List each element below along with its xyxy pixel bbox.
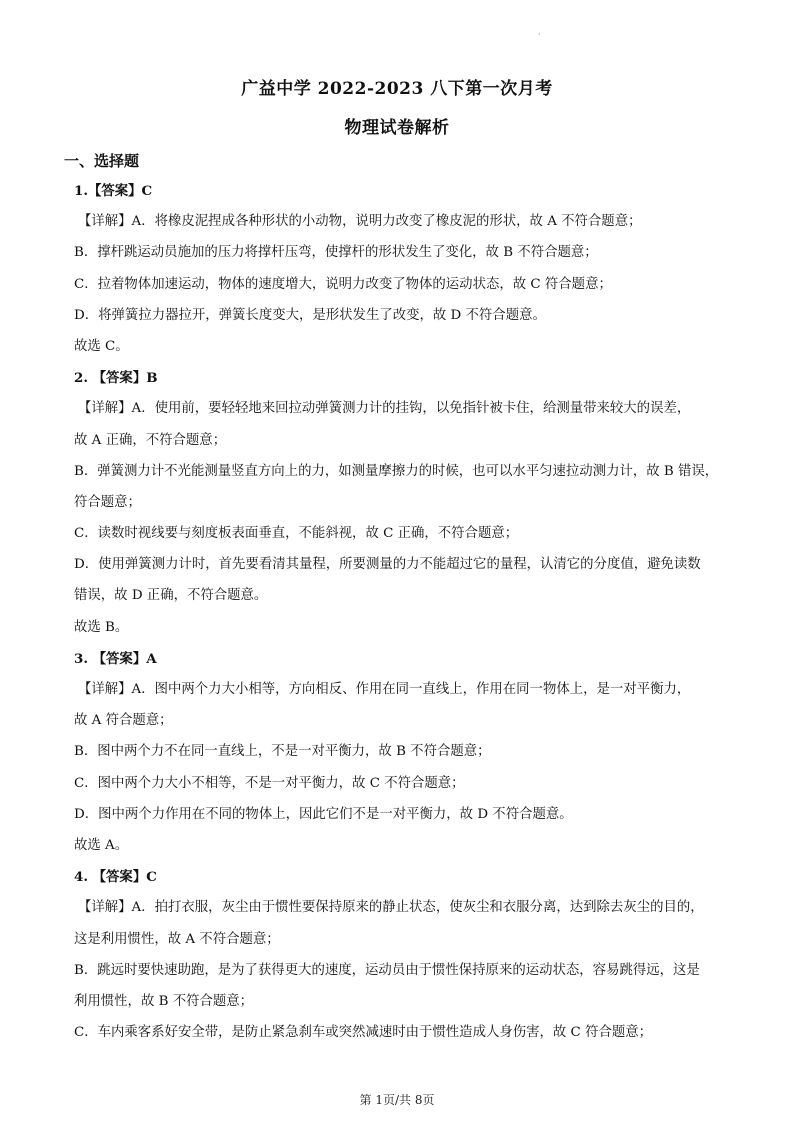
question-answer-heading: 4. 【答案】C [74,869,157,886]
explanation-line: 故选 C。 [74,338,129,354]
explanation-line: D．使用弹簧测力计时，首先要看清其量程，所要测量的力不能超过它的量程，认清它的分度值，避免读数 [74,557,701,573]
answer-body [74,180,728,1053]
explanation-line: B．图中两个力不在同一直线上，不是一对平衡力，故 B 不符合题意； [74,744,491,760]
page-footer: 第 1页/共 8页 [359,1093,435,1107]
explanation-line: 故 A 正确，不符合题意； [74,432,227,448]
explanation-line: C．图中两个力大小不相等，不是一对平衡力，故 C 不符合题意； [74,775,465,791]
question-answer-heading: 3. 【答案】A [74,650,157,667]
explanation-line: 符合题意； [74,494,141,510]
explanation-line: C．拉着物体加速运动，物体的速度增大，说明力改变了物体的运动状态，故 C 符合题意； [74,276,612,292]
question-answer-heading: 1.【答案】C [74,183,153,199]
question-answer-heading: 2. 【答案】B [74,370,158,387]
explanation-line: 【详解】A．将橡皮泥捏成各种形状的小动物，说明力改变了橡皮泥的形状，故 A 不符合题意； [78,214,642,230]
explanation-line: B．撑杆跳运动员施加的压力将撑杆压弯，使撑杆的形状发生了变化，故 B 不符合题意； [74,245,598,261]
explanation-line: 这是利用惯性，故 A 不符合题意； [74,931,280,947]
explanation-line: C．车内乘客系好安全带，是防止紧急刹车或突然减速时由于惯性造成人身伤害，故 C 符合题意； [74,1025,653,1041]
explanation-line: 利用惯性，故 B 不符合题意； [74,993,254,1009]
explanation-line: 错误，故 D 正确，不符合题意。 [74,588,268,604]
page-marker: · [538,30,541,39]
explanation-line: B．弹簧测力计不光能测量竖直方向上的力，如测量摩擦力的时候，也可以水平匀速拉动测力计，故 B 错误， [74,463,719,479]
explanation-line: 【详解】A．图中两个力大小相等，方向相反、作用在同一直线上，作用在同一物体上，是一对平衡力， [78,682,691,697]
explanation-line: 故选 B。 [74,619,129,635]
exam-title: 广益中学 2022-2023 八下第一次月考 [241,79,553,99]
explanation-line: D．将弹簧拉力器拉开，弹簧长度变大，是形状发生了改变，故 D 不符合题意。 [74,307,546,323]
explanation-line: B．跳远时要快速助跑，是为了获得更大的速度，运动员由于惯性保持原来的运动状态，容易跳得远，这是 [74,962,700,978]
explanation-line: 【详解】A．拍打衣服，灰尘由于惯性要保持原来的静止状态，使灰尘和衣服分离，达到除去灰尘的目的， [78,900,704,916]
exam-subtitle: 物理试卷解析 [344,118,450,138]
explanation-line: 【详解】A．使用前，要轻轻地来回拉动弹簧测力计的挂钩，以免指针被卡住，给测量带来较大的误差， [78,401,691,417]
explanation-line: 故选 A。 [74,837,129,853]
explanation-line: C．读数时视线要与刻度板表面垂直，不能斜视，故 C 正确，不符合题意； [74,526,519,542]
section-heading: 一、选择题 [64,152,140,170]
explanation-line: D．图中两个力作用在不同的物体上，因此它们不是一对平衡力，故 D 不符合题意。 [74,806,573,822]
explanation-line: 故 A 符合题意； [74,713,173,729]
